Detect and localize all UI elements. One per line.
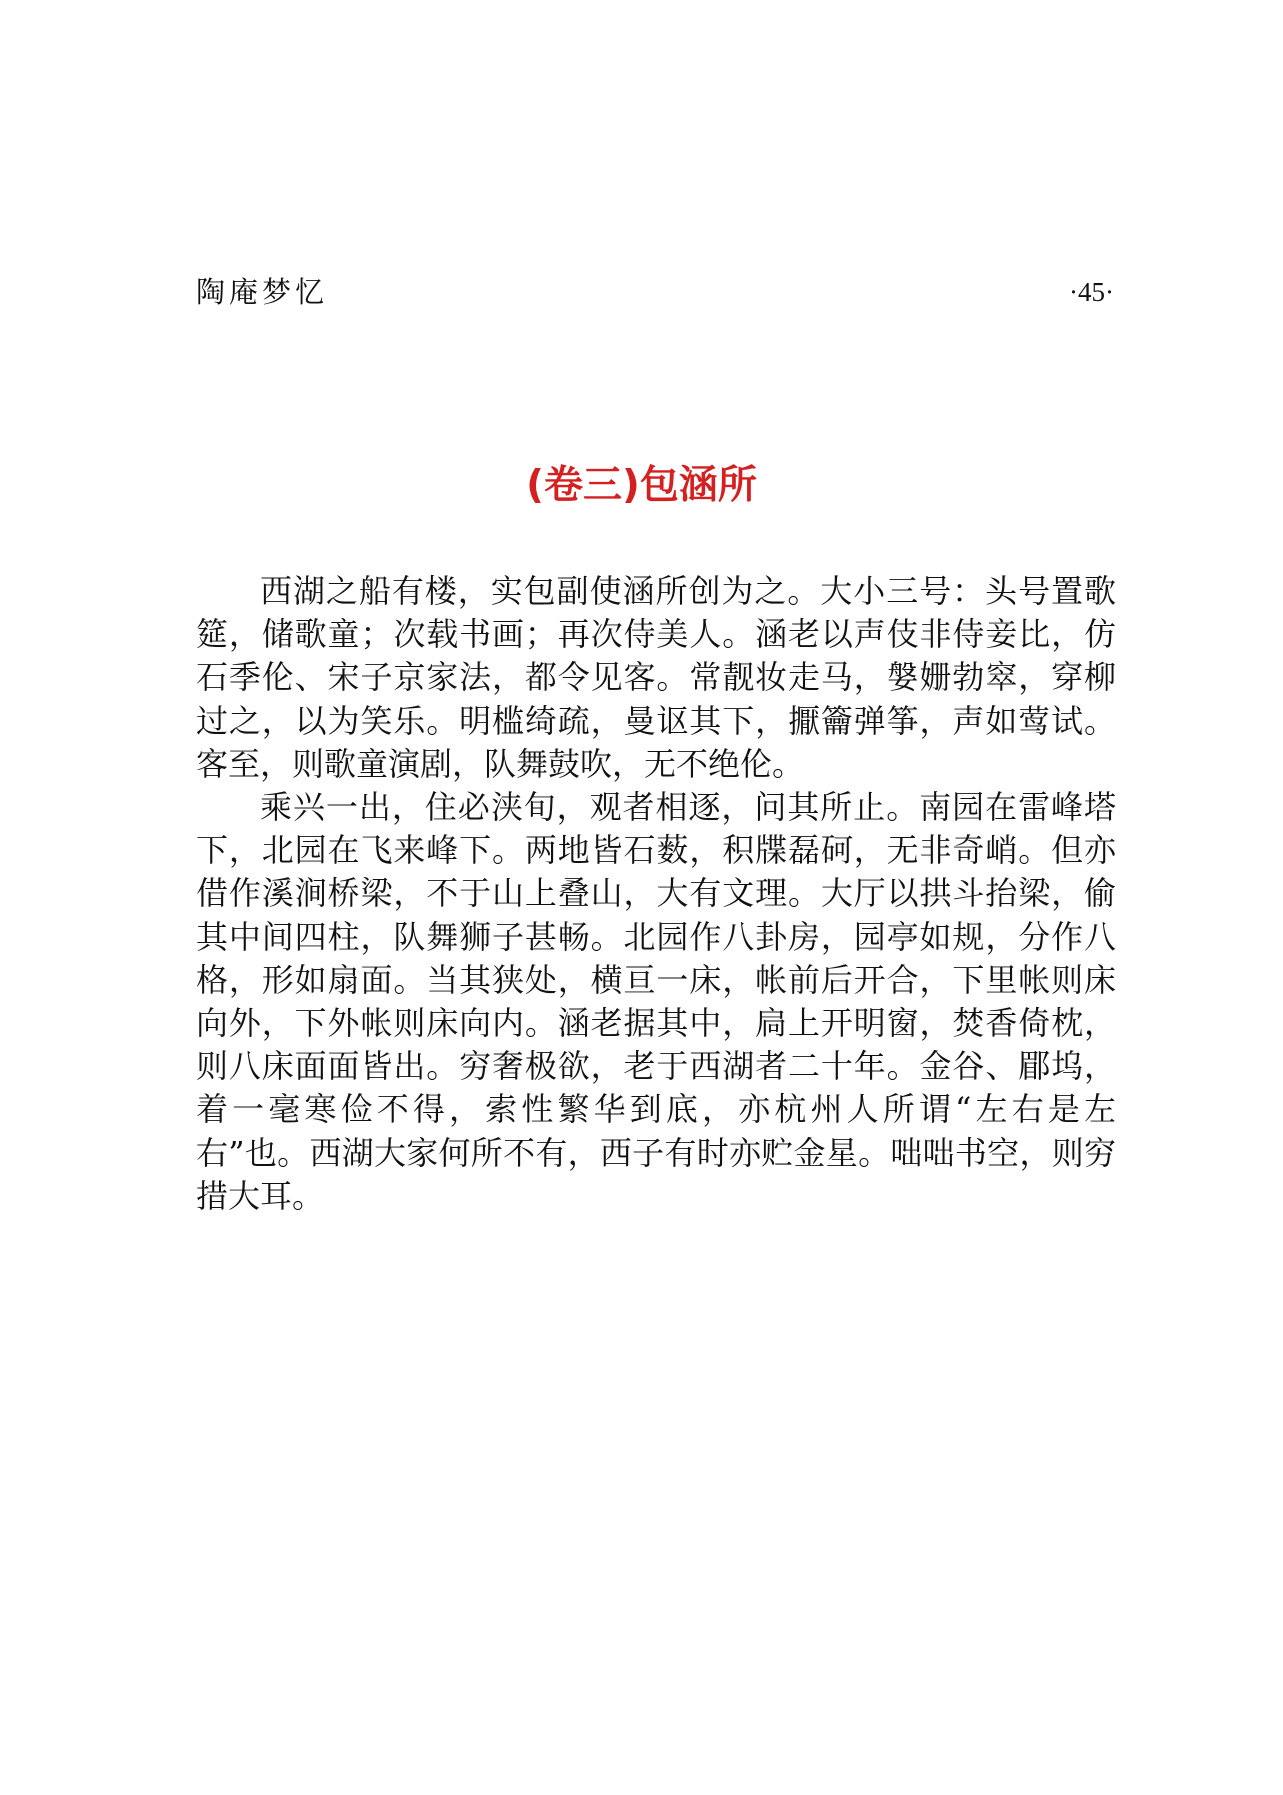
- body-text: [196, 570, 1116, 1218]
- paragraph-1: 西湖之船有楼，实包副使涵所创为之。大小三号：头号置歌筵，储歌童；次载书画；再次侍美人。涵老以声伎非侍妾比，仿石季伦、宋子京家法，都令见客。常靓妆走马，媻姗勃窣，穿柳过之，以为笑乐。明槛绮疏，曼讴其下，擫籥弹筝，声如莺试。客至，则歌童演剧，队舞鼓吹，无不绝伦。: [196, 572, 1116, 783]
- book-title: 陶庵梦忆: [196, 275, 329, 309]
- page-number: ·45·: [1069, 277, 1114, 307]
- paragraph-2: 乘兴一出，住必浃旬，观者相逐，问其所止。南园在雷峰塔下，北园在飞来峰下。两地皆石薮，积牒磊砢，无非奇峭。但亦借作溪涧桥梁，不于山上叠山，大有文理。大厅以拱斗抬梁，偷其中间四柱，队舞狮子甚畅。北园作八卦房，园亭如规，分作八格，形如扇面。当其狭处，横亘一床，帐前后开合，下里帐则床向外，下外帐则床向内。涵老据其中，扃上开明窗，焚香倚枕，则八床面面皆出。穷奢极欲，老于西湖者二十年。金谷、郿坞，着一毫寒俭不得，索性繁华到底，亦杭州人所谓“左右是左右”也。西湖大家何所不有，西子有时亦贮金星。咄咄书空，则穷措大耳。: [196, 788, 1116, 1215]
- running-header: [196, 270, 1114, 314]
- chapter-title: (卷三)包涵所: [526, 463, 757, 508]
